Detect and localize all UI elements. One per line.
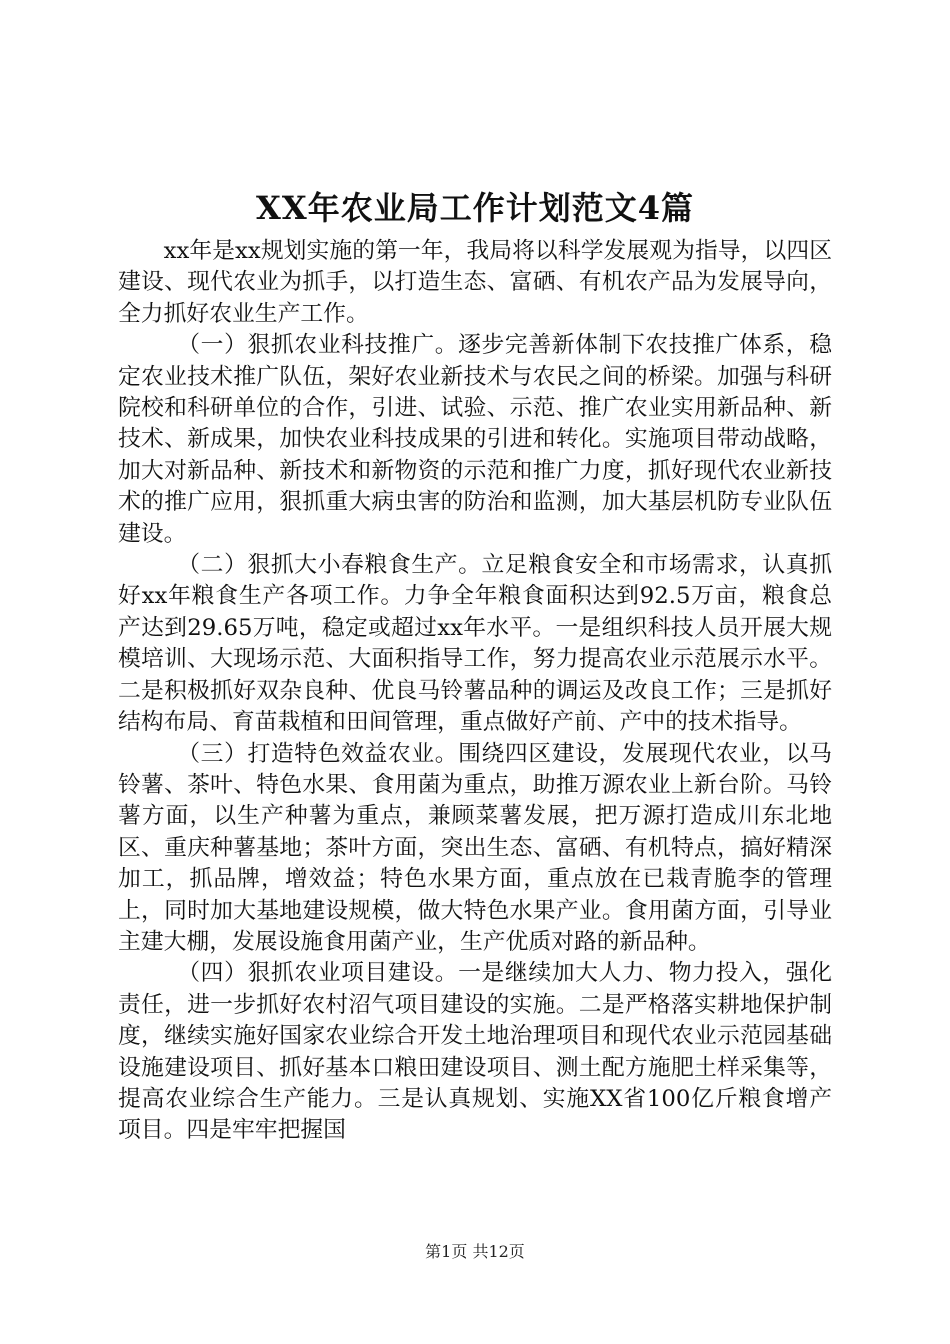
document-body [118, 236, 832, 1147]
page-footer: 第1页 共12页 [425, 1242, 525, 1261]
paragraph-intro: xx年是xx规划实施的第一年，我局将以科学发展观为指导，以四区建设、现代农业为抓手，以打造生态、富硒、有机农产品为发展导向，全力抓好农业生产工作。 [118, 238, 832, 327]
paragraph-section-1: （一）狠抓农业科技推广。逐步完善新体制下农技推广体系，稳定农业技术推广队伍，架好农业新技术与农民之间的桥梁。加强与科研院校和科研单位的合作，引进、试验、示范、推广农业实用新品种、新技术、新成果，加快农业科技成果的引进和转化。实施项目带动战略，加大对新品种、新技术和新物资的示范和推广力度，抓好现代农业新技术的推广应用，狠抓重大病虫害的防治和监测，加大基层机防专业队伍建设。 [118, 332, 832, 547]
paragraph-section-3: （三）打造特色效益农业。围绕四区建设，发展现代农业，以马铃薯、茶叶、特色水果、食用菌为重点，助推万源农业上新台阶。马铃薯方面，以生产种薯为重点，兼顾菜薯发展，把万源打造成川东北地区、重庆种薯基地；茶叶方面，突出生态、富硒、有机特点，搞好精深加工，抓品牌，增效益；特色水果方面，重点放在已栽青脆李的管理上，同时加大基地建设规模，做大特色水果产业。食用菌方面，引导业主建大棚，发展设施食用菌产业，生产优质对路的新品种。 [118, 740, 832, 955]
document-title: XX年农业局工作计划范文4篇 [256, 189, 694, 227]
paragraph-section-2: （二）狠抓大小春粮食生产。立足粮食安全和市场需求，认真抓好xx年粮食生产各项工作。力争全年粮食面积达到92.5万亩，粮食总产达到29.65万吨，稳定或超过xx年水平。一是组织科技人员开展大规模培训、大现场示范、大面积指导工作，努力提高农业示范展示水平。二是积极抓好双杂良种、优良马铃薯品种的调运及改良工作；三是抓好结构布局、育苗栽植和田间管理，重点做好产前、产中的技术指导。 [118, 552, 832, 736]
paragraph-section-4: （四）狠抓农业项目建设。一是继续加大人力、物力投入，强化责任，进一步抓好农村沼气项目建设的实施。二是严格落实耕地保护制度，继续实施好国家农业综合开发土地治理项目和现代农业示范园基础设施建设项目、抓好基本口粮田建设项目、测土配方施肥土样采集等，提高农业综合生产能力。三是认真规划、实施XX省100亿斤粮食增产项目。四是牢牢把握国 [118, 960, 832, 1144]
